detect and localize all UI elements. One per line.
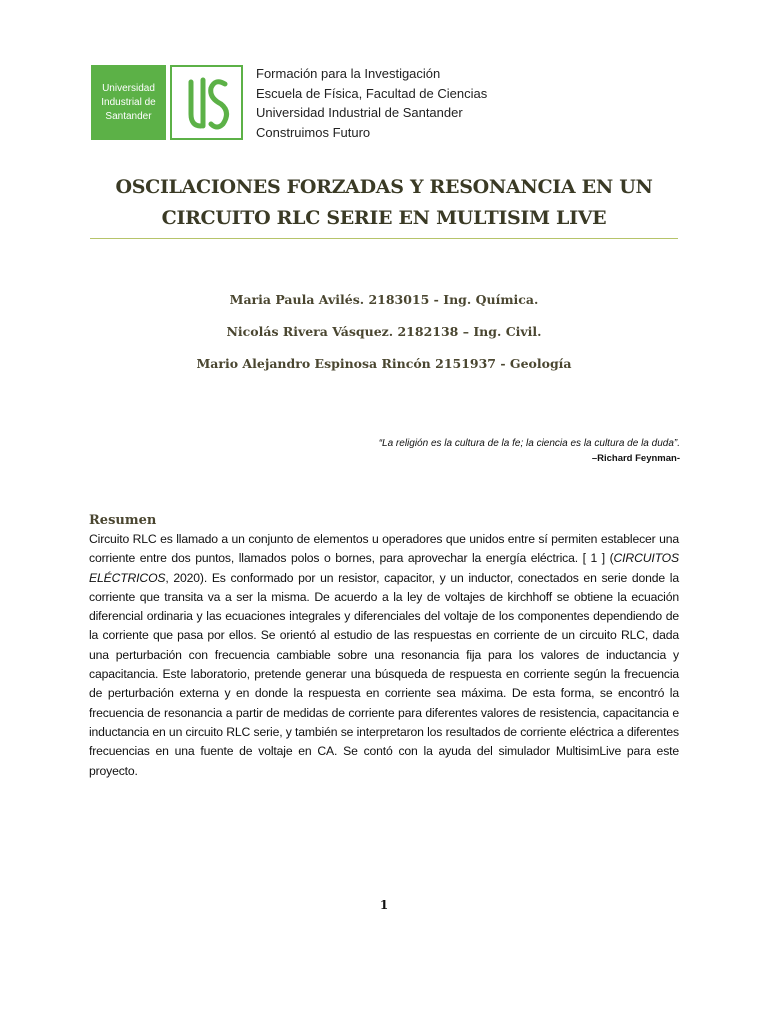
uis-logo-icon	[181, 72, 233, 134]
paper-title	[60, 172, 708, 234]
abstract-citation: CIRCUITOS ELÉCTRICOS	[89, 551, 679, 585]
header-line: Construimos Futuro	[256, 124, 371, 140]
abstract-text-part-1: Circuito RLC es llamado a un conjunto de elementos u operadores que unidos entre sí permiten establecer una corriente entre dos puntos, llamados polos o bornes, para aprovechar la energía eléctrica. [ 1 ] (	[89, 532, 679, 566]
header-line: Escuela de Física, Facultad de Ciencias	[256, 85, 488, 101]
abstract-body	[89, 530, 679, 781]
logo-text-line: Industrial de	[101, 96, 156, 108]
institution-header	[256, 64, 487, 142]
quote-text: “La religión es la cultura de la fe; la ciencia es la cultura de la duda”.	[378, 438, 680, 449]
author-3: Mario Alejandro Espinosa Rincón 2151937 - Geología	[196, 356, 572, 371]
title-line-1: OSCILACIONES FORZADAS Y RESONANCIA EN UN	[115, 176, 653, 198]
uis-logo-mark	[170, 65, 243, 140]
abstract-text-part-2: , 2020). Es conformado por un resistor, capacitor, y un inductor, conectados en serie donde la corriente que transita va a ser la misma. De acuerdo a la ley de voltajes de kirchhoff se obtiene la ecuación diferencial ordinaria y las ecuaciones integrales y diferenciales del voltaje de los componentes dependiendo de la corriente que pasa por ellos. Se orientó al estudio de las respuestas en corriente de un circuito RLC, dada una perturbación con frecuencia cambiable sobre una resonancia fija para los valores de inductancia y capacitancia. Este laboratorio, pretende generar una búsqueda de respuesta en corriente según la frecuencia de perturbación externa y en donde la respuesta en corriente sea máxima. De esta forma, se encontró la frecuencia de resonancia a partir de medidas de corriente para diferentes valores de resistencia, capacitancia e inductancia en un circuito RLC serie, y también se interpretaron los resultados de corriente eléctrica a diferentes frecuencias en una fuente de voltaje en CA. Se contó con la ayuda del simulador MultisimLive para este proyecto.	[89, 570, 679, 778]
abstract-heading: Resumen	[89, 513, 157, 528]
page-number: 1	[379, 898, 389, 912]
logo-text-line: Santander	[105, 110, 152, 122]
author-1: Maria Paula Avilés. 2183015 - Ing. Química.	[229, 292, 539, 307]
title-divider	[90, 238, 678, 239]
title-line-2: CIRCUITO RLC SERIE EN MULTISIM LIVE	[161, 207, 607, 229]
author-2: Nicolás Rivera Vásquez. 2182138 – Ing. Civil.	[226, 324, 542, 339]
university-logo	[91, 65, 166, 140]
logo-text-line: Universidad	[102, 82, 155, 94]
quote-attribution: –Richard Feynman-	[591, 453, 680, 464]
epigraph	[379, 436, 680, 466]
header-line: Formación para la Investigación	[256, 66, 441, 81]
header-line: Universidad Industrial de Santander	[256, 105, 463, 120]
